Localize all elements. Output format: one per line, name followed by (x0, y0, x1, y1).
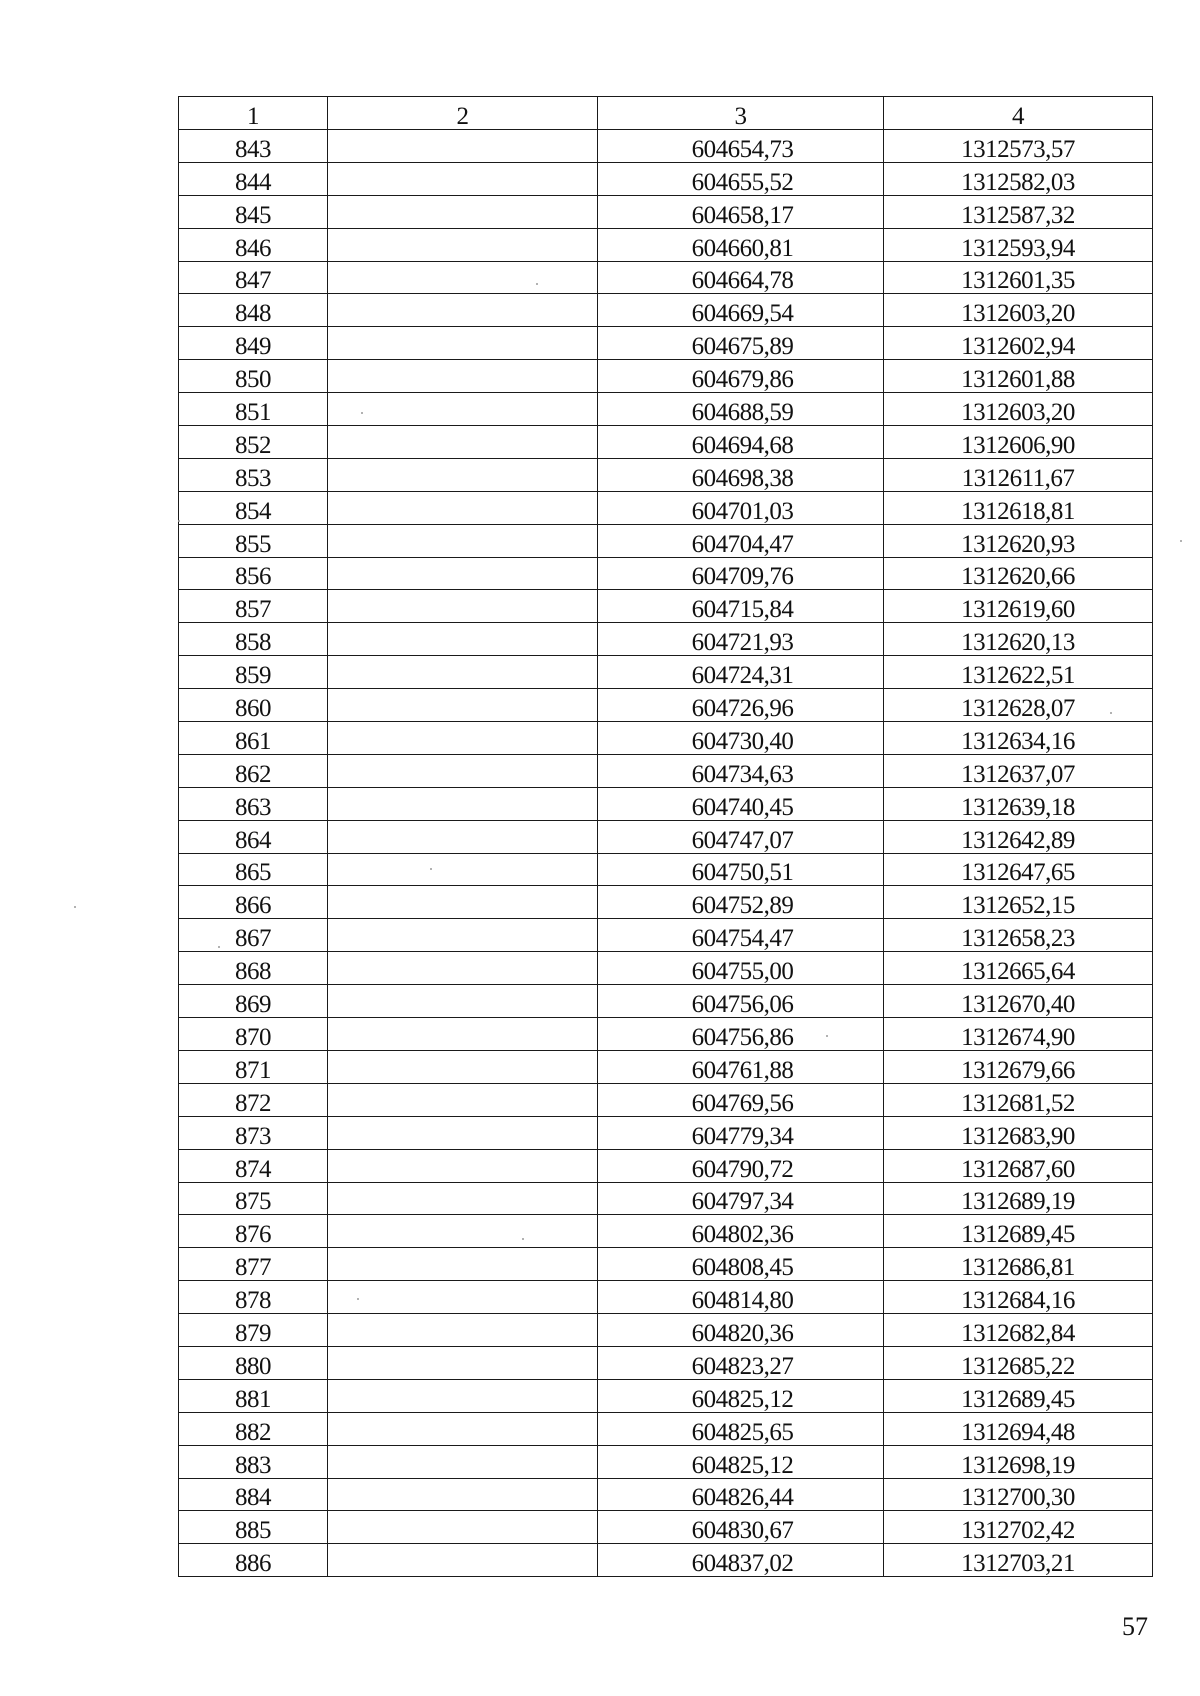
scan-speck (178, 520, 180, 522)
coordinate-y-cell: 1312637,07 (884, 754, 1153, 787)
coordinate-x-cell: 604826,44 (598, 1478, 884, 1511)
coordinate-y-cell: 1312670,40 (884, 985, 1153, 1018)
coordinate-x-cell: 604679,86 (598, 360, 884, 393)
coordinate-y-cell: 1312642,89 (884, 820, 1153, 853)
coordinate-x-cell: 604726,96 (598, 689, 884, 722)
coordinate-y-cell: 1312703,21 (884, 1544, 1153, 1577)
table-row (179, 1412, 1153, 1445)
coordinate-x-cell: 604709,76 (598, 557, 884, 590)
coordinates-table (178, 96, 1153, 1577)
coordinate-x-cell: 604755,00 (598, 952, 884, 985)
description-cell (328, 919, 598, 952)
point-number-cell: 879 (179, 1314, 328, 1347)
coordinate-y-cell: 1312674,90 (884, 1018, 1153, 1051)
coordinate-y-cell: 1312702,42 (884, 1511, 1153, 1544)
description-cell (328, 1314, 598, 1347)
coordinate-x-cell: 604669,54 (598, 294, 884, 327)
description-cell (328, 1149, 598, 1182)
description-cell (328, 656, 598, 689)
coordinate-y-cell: 1312698,19 (884, 1445, 1153, 1478)
coordinate-y-cell: 1312619,60 (884, 590, 1153, 623)
description-cell (328, 393, 598, 426)
point-number-cell: 851 (179, 393, 328, 426)
point-number-cell: 878 (179, 1281, 328, 1314)
coordinate-x-cell: 604837,02 (598, 1544, 884, 1577)
point-number-cell: 861 (179, 722, 328, 755)
table-row (179, 130, 1153, 163)
table-row (179, 1346, 1153, 1379)
description-cell (328, 130, 598, 163)
table-row (179, 458, 1153, 491)
coordinate-x-cell: 604825,12 (598, 1379, 884, 1412)
coordinate-y-cell: 1312685,22 (884, 1346, 1153, 1379)
coordinate-y-cell: 1312652,15 (884, 886, 1153, 919)
table-row (179, 195, 1153, 228)
description-cell (328, 590, 598, 623)
description-cell (328, 294, 598, 327)
table-row (179, 1281, 1153, 1314)
description-cell (328, 1544, 598, 1577)
table-row (179, 1116, 1153, 1149)
point-number-cell: 883 (179, 1445, 328, 1478)
coordinate-y-cell: 1312639,18 (884, 787, 1153, 820)
column-header-4: 4 (884, 97, 1153, 130)
coordinate-y-cell: 1312647,65 (884, 853, 1153, 886)
point-number-cell: 843 (179, 130, 328, 163)
coordinate-x-cell: 604675,89 (598, 327, 884, 360)
table-row (179, 228, 1153, 261)
coordinate-x-cell: 604701,03 (598, 491, 884, 524)
description-cell (328, 491, 598, 524)
point-number-cell: 862 (179, 754, 328, 787)
coordinate-y-cell: 1312587,32 (884, 195, 1153, 228)
point-number-cell: 870 (179, 1018, 328, 1051)
coordinate-y-cell: 1312686,81 (884, 1248, 1153, 1281)
table-row (179, 261, 1153, 294)
coordinate-x-cell: 604747,07 (598, 820, 884, 853)
coordinate-x-cell: 604761,88 (598, 1050, 884, 1083)
table-row (179, 689, 1153, 722)
coordinate-x-cell: 604750,51 (598, 853, 884, 886)
column-header-1: 1 (179, 97, 328, 130)
table-row (179, 886, 1153, 919)
point-number-cell: 863 (179, 787, 328, 820)
table-row (179, 952, 1153, 985)
point-number-cell: 868 (179, 952, 328, 985)
description-cell (328, 1116, 598, 1149)
table-row (179, 294, 1153, 327)
point-number-cell: 877 (179, 1248, 328, 1281)
coordinate-y-cell: 1312694,48 (884, 1412, 1153, 1445)
table-row (179, 787, 1153, 820)
point-number-cell: 873 (179, 1116, 328, 1149)
table-row (179, 1083, 1153, 1116)
scan-speck (218, 946, 220, 948)
description-cell (328, 162, 598, 195)
table-row (179, 1215, 1153, 1248)
coordinate-x-cell: 604830,67 (598, 1511, 884, 1544)
coordinate-x-cell: 604756,06 (598, 985, 884, 1018)
table-row (179, 360, 1153, 393)
point-number-cell: 865 (179, 853, 328, 886)
coordinate-y-cell: 1312620,66 (884, 557, 1153, 590)
scan-speck (361, 412, 363, 414)
point-number-cell: 881 (179, 1379, 328, 1412)
point-number-cell: 882 (179, 1412, 328, 1445)
coordinate-y-cell: 1312628,07 (884, 689, 1153, 722)
coordinate-y-cell: 1312601,88 (884, 360, 1153, 393)
point-number-cell: 855 (179, 524, 328, 557)
point-number-cell: 869 (179, 985, 328, 1018)
column-header-3: 3 (598, 97, 884, 130)
description-cell (328, 985, 598, 1018)
table-row (179, 623, 1153, 656)
point-number-cell: 856 (179, 557, 328, 590)
coordinate-y-cell: 1312622,51 (884, 656, 1153, 689)
scan-speck (536, 283, 538, 285)
point-number-cell: 845 (179, 195, 328, 228)
point-number-cell: 844 (179, 162, 328, 195)
description-cell (328, 754, 598, 787)
point-number-cell: 875 (179, 1182, 328, 1215)
table-row (179, 722, 1153, 755)
coordinate-x-cell: 604790,72 (598, 1149, 884, 1182)
coordinate-y-cell: 1312689,19 (884, 1182, 1153, 1215)
table-row (179, 1050, 1153, 1083)
coordinate-y-cell: 1312582,03 (884, 162, 1153, 195)
description-cell (328, 557, 598, 590)
description-cell (328, 623, 598, 656)
description-cell (328, 689, 598, 722)
point-number-cell: 885 (179, 1511, 328, 1544)
coordinate-x-cell: 604825,12 (598, 1445, 884, 1478)
point-number-cell: 866 (179, 886, 328, 919)
table-row (179, 820, 1153, 853)
point-number-cell: 846 (179, 228, 328, 261)
point-number-cell: 867 (179, 919, 328, 952)
description-cell (328, 886, 598, 919)
coordinate-x-cell: 604740,45 (598, 787, 884, 820)
description-cell (328, 524, 598, 557)
coordinate-y-cell: 1312687,60 (884, 1149, 1153, 1182)
point-number-cell: 849 (179, 327, 328, 360)
description-cell (328, 261, 598, 294)
description-cell (328, 1182, 598, 1215)
coordinate-y-cell: 1312634,16 (884, 722, 1153, 755)
description-cell (328, 1379, 598, 1412)
point-number-cell: 853 (179, 458, 328, 491)
table-header (179, 97, 1153, 130)
scan-speck (357, 1298, 359, 1300)
point-number-cell: 874 (179, 1149, 328, 1182)
scan-speck (74, 906, 76, 908)
table-row (179, 1544, 1153, 1577)
description-cell (328, 1050, 598, 1083)
point-number-cell: 871 (179, 1050, 328, 1083)
scan-speck (1180, 540, 1182, 542)
coordinate-y-cell: 1312682,84 (884, 1314, 1153, 1347)
scan-speck (826, 1035, 828, 1037)
table-row (179, 1182, 1153, 1215)
point-number-cell: 860 (179, 689, 328, 722)
point-number-cell: 850 (179, 360, 328, 393)
coordinate-y-cell: 1312679,66 (884, 1050, 1153, 1083)
coordinate-x-cell: 604660,81 (598, 228, 884, 261)
description-cell (328, 1018, 598, 1051)
table-row (179, 1018, 1153, 1051)
coordinate-y-cell: 1312700,30 (884, 1478, 1153, 1511)
table-row (179, 1511, 1153, 1544)
description-cell (328, 195, 598, 228)
coordinate-y-cell: 1312602,94 (884, 327, 1153, 360)
point-number-cell: 852 (179, 426, 328, 459)
coordinate-x-cell: 604754,47 (598, 919, 884, 952)
coordinate-x-cell: 604721,93 (598, 623, 884, 656)
coordinate-y-cell: 1312620,93 (884, 524, 1153, 557)
coordinate-y-cell: 1312611,67 (884, 458, 1153, 491)
table-row (179, 1379, 1153, 1412)
coordinate-y-cell: 1312593,94 (884, 228, 1153, 261)
column-header-2: 2 (328, 97, 598, 130)
coordinate-x-cell: 604664,78 (598, 261, 884, 294)
point-number-cell: 884 (179, 1478, 328, 1511)
scan-speck (1110, 712, 1112, 714)
coordinate-x-cell: 604769,56 (598, 1083, 884, 1116)
point-number-cell: 886 (179, 1544, 328, 1577)
table-row (179, 1478, 1153, 1511)
description-cell (328, 327, 598, 360)
table-row (179, 491, 1153, 524)
coordinate-x-cell: 604715,84 (598, 590, 884, 623)
coordinate-y-cell: 1312573,57 (884, 130, 1153, 163)
coordinate-y-cell: 1312603,20 (884, 393, 1153, 426)
coordinate-y-cell: 1312620,13 (884, 623, 1153, 656)
description-cell (328, 853, 598, 886)
table-row (179, 754, 1153, 787)
coordinate-y-cell: 1312658,23 (884, 919, 1153, 952)
table-row (179, 919, 1153, 952)
table-row (179, 1248, 1153, 1281)
coordinate-y-cell: 1312606,90 (884, 426, 1153, 459)
description-cell (328, 360, 598, 393)
description-cell (328, 1248, 598, 1281)
coordinate-x-cell: 604724,31 (598, 656, 884, 689)
coordinate-x-cell: 604752,89 (598, 886, 884, 919)
coordinate-x-cell: 604756,86 (598, 1018, 884, 1051)
table-row (179, 1149, 1153, 1182)
coordinate-y-cell: 1312681,52 (884, 1083, 1153, 1116)
coordinate-y-cell: 1312683,90 (884, 1116, 1153, 1149)
scan-speck (430, 868, 432, 870)
description-cell (328, 1445, 598, 1478)
table-row (179, 524, 1153, 557)
coordinate-y-cell: 1312689,45 (884, 1215, 1153, 1248)
coordinate-x-cell: 604658,17 (598, 195, 884, 228)
description-cell (328, 1215, 598, 1248)
coordinate-x-cell: 604779,34 (598, 1116, 884, 1149)
description-cell (328, 228, 598, 261)
description-cell (328, 1412, 598, 1445)
table-row (179, 985, 1153, 1018)
description-cell (328, 1281, 598, 1314)
table-row (179, 656, 1153, 689)
page-number: 57 (1122, 1612, 1148, 1641)
description-cell (328, 952, 598, 985)
table-body (179, 130, 1153, 1577)
point-number-cell: 880 (179, 1346, 328, 1379)
point-number-cell: 847 (179, 261, 328, 294)
description-cell (328, 426, 598, 459)
point-number-cell: 854 (179, 491, 328, 524)
coordinate-x-cell: 604688,59 (598, 393, 884, 426)
coordinate-x-cell: 604704,47 (598, 524, 884, 557)
coordinate-y-cell: 1312689,45 (884, 1379, 1153, 1412)
coordinate-x-cell: 604698,38 (598, 458, 884, 491)
description-cell (328, 1478, 598, 1511)
table-row (179, 327, 1153, 360)
description-cell (328, 458, 598, 491)
table-row (179, 393, 1153, 426)
coordinate-x-cell: 604814,80 (598, 1281, 884, 1314)
description-cell (328, 722, 598, 755)
coordinate-x-cell: 604823,27 (598, 1346, 884, 1379)
point-number-cell: 859 (179, 656, 328, 689)
point-number-cell: 872 (179, 1083, 328, 1116)
table-row (179, 853, 1153, 886)
table-row (179, 1314, 1153, 1347)
coordinate-x-cell: 604655,52 (598, 162, 884, 195)
description-cell (328, 820, 598, 853)
description-cell (328, 1346, 598, 1379)
coordinate-x-cell: 604820,36 (598, 1314, 884, 1347)
table-row (179, 590, 1153, 623)
table-row (179, 1445, 1153, 1478)
table-row (179, 557, 1153, 590)
point-number-cell: 864 (179, 820, 328, 853)
coordinate-x-cell: 604808,45 (598, 1248, 884, 1281)
coordinate-y-cell: 1312603,20 (884, 294, 1153, 327)
point-number-cell: 857 (179, 590, 328, 623)
coordinate-y-cell: 1312618,81 (884, 491, 1153, 524)
coordinate-x-cell: 604825,65 (598, 1412, 884, 1445)
point-number-cell: 848 (179, 294, 328, 327)
coordinate-x-cell: 604797,34 (598, 1182, 884, 1215)
coordinate-y-cell: 1312684,16 (884, 1281, 1153, 1314)
scan-speck (522, 1238, 524, 1240)
coordinate-y-cell: 1312601,35 (884, 261, 1153, 294)
coordinate-y-cell: 1312665,64 (884, 952, 1153, 985)
coordinate-x-cell: 604730,40 (598, 722, 884, 755)
coordinate-x-cell: 604694,68 (598, 426, 884, 459)
coordinate-x-cell: 604654,73 (598, 130, 884, 163)
coordinate-x-cell: 604734,63 (598, 754, 884, 787)
description-cell (328, 1511, 598, 1544)
coordinate-x-cell: 604802,36 (598, 1215, 884, 1248)
description-cell (328, 1083, 598, 1116)
point-number-cell: 876 (179, 1215, 328, 1248)
header-row (179, 97, 1153, 130)
table-row (179, 162, 1153, 195)
description-cell (328, 787, 598, 820)
table-row (179, 426, 1153, 459)
point-number-cell: 858 (179, 623, 328, 656)
